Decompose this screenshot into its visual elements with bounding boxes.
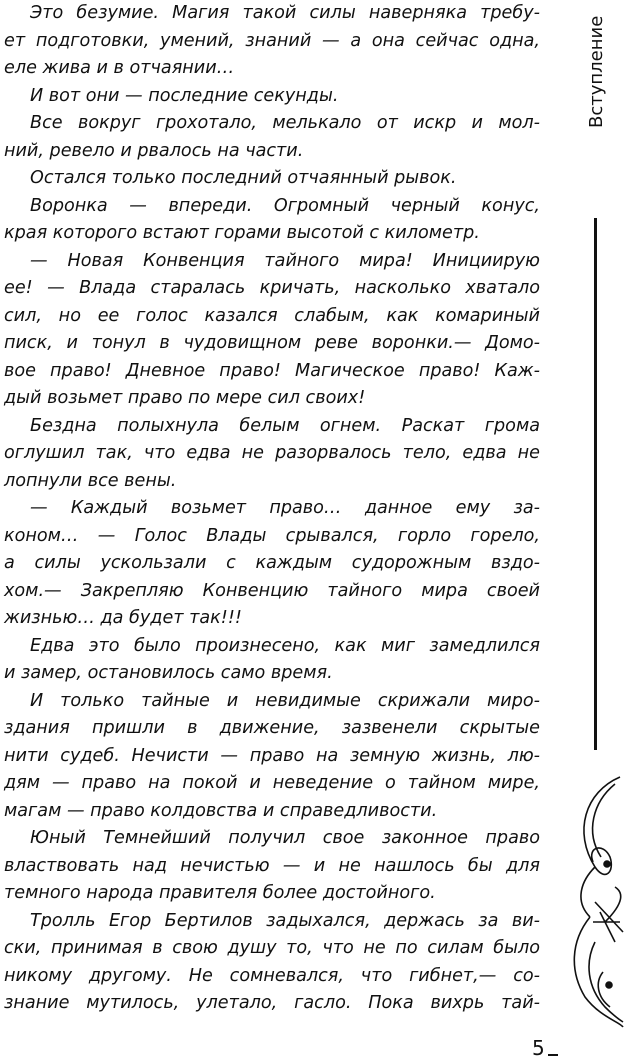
text-line: И вот они — последние секунды. [30,85,339,106]
text-line: Это безумие. Магия такой силы наверняка требу- [30,3,540,23]
text-line: Воронка — впереди. Огромный черный конус, [30,195,540,216]
text-line: ет подготовки, умений, знаний — а она сейчас одна, [4,30,540,51]
text-line: хом.— Закрепляю Конвенцию тайного мира своей [4,580,540,601]
text-line: магам — право колдовства и справедливости. [4,800,438,821]
text-line: И только тайные и невидимые скрижали миро- [30,690,540,711]
text-line: еле жива и в отчаянии… [4,58,235,78]
text-line: Едва это было произнесено, как миг замедлился [30,635,540,656]
text-line: Юный Темнейший получил свое законное право [30,828,540,848]
text-line: Тролль Егор Бертилов задыхался, держась за ви- [30,910,540,931]
text-line: оглушил так, что едва не разорвалось тело, едва не [4,443,540,463]
text-line: жизнью… да будет так!!! [4,608,242,628]
side-rule [594,218,597,750]
text-line: ний, ревело и рвалось на части. [4,140,304,161]
running-header-title: Вступление [586,15,607,128]
text-line: ее! — Влада старалась кричать, насколько хватало [4,278,540,298]
text-line: сил, но ее голос казался слабым, как комариный [4,305,540,326]
text-line: дям — право на покой и неведение о тайном мире, [4,773,540,793]
text-line: вое право! Дневное право! Магическое право! Каж- [4,360,540,381]
page-number-dash [548,1054,558,1056]
page-number: 5 [532,1036,545,1060]
text-line: дый возьмет право по мере сил своих! [4,388,366,408]
text-line: нити судеб. Нечисти — право на земную жизнь, лю- [4,745,540,766]
text-line: темного народа правителя более достойного. [4,883,436,903]
text-line: — Каждый возьмет право… данное ему за- [30,498,540,518]
body-text [4,0,540,1018]
text-line: и замер, остановилось само время. [4,663,333,683]
ornament-icon [565,772,625,1032]
text-line: коном… — Голос Влады срывался, горло горело, [4,525,540,546]
text-line: Все вокруг грохотало, мелькало от искр и мол- [30,113,540,133]
text-line: здания пришли в движение, зазвенели скрытые [4,718,540,738]
text-line: знание мутилось, улетало, гасло. Пока вихрь тай- [4,993,540,1013]
text-line: Остался только последний отчаянный рывок. [30,168,457,188]
text-line: — Новая Конвенция тайного мира! Инициирую [30,250,540,271]
text-line: писк, и тонул в чудовищном реве воронки.— Домо- [4,333,540,353]
text-line: а силы ускользали с каждым судорожным вздо- [4,553,540,573]
text-line: края которого встают горами высотой с километр. [4,223,480,243]
text-line: ски, принимая в свою душу то, что не по силам было [4,938,540,958]
text-line: лопнули все вены. [4,470,177,491]
text-line: властвовать над нечистью — и не нашлось бы для [4,855,540,876]
text-line: никому другому. Не сомневался, что гибнет,— со- [4,965,540,986]
text-line: Бездна полыхнула белым огнем. Раскат грома [30,415,540,436]
